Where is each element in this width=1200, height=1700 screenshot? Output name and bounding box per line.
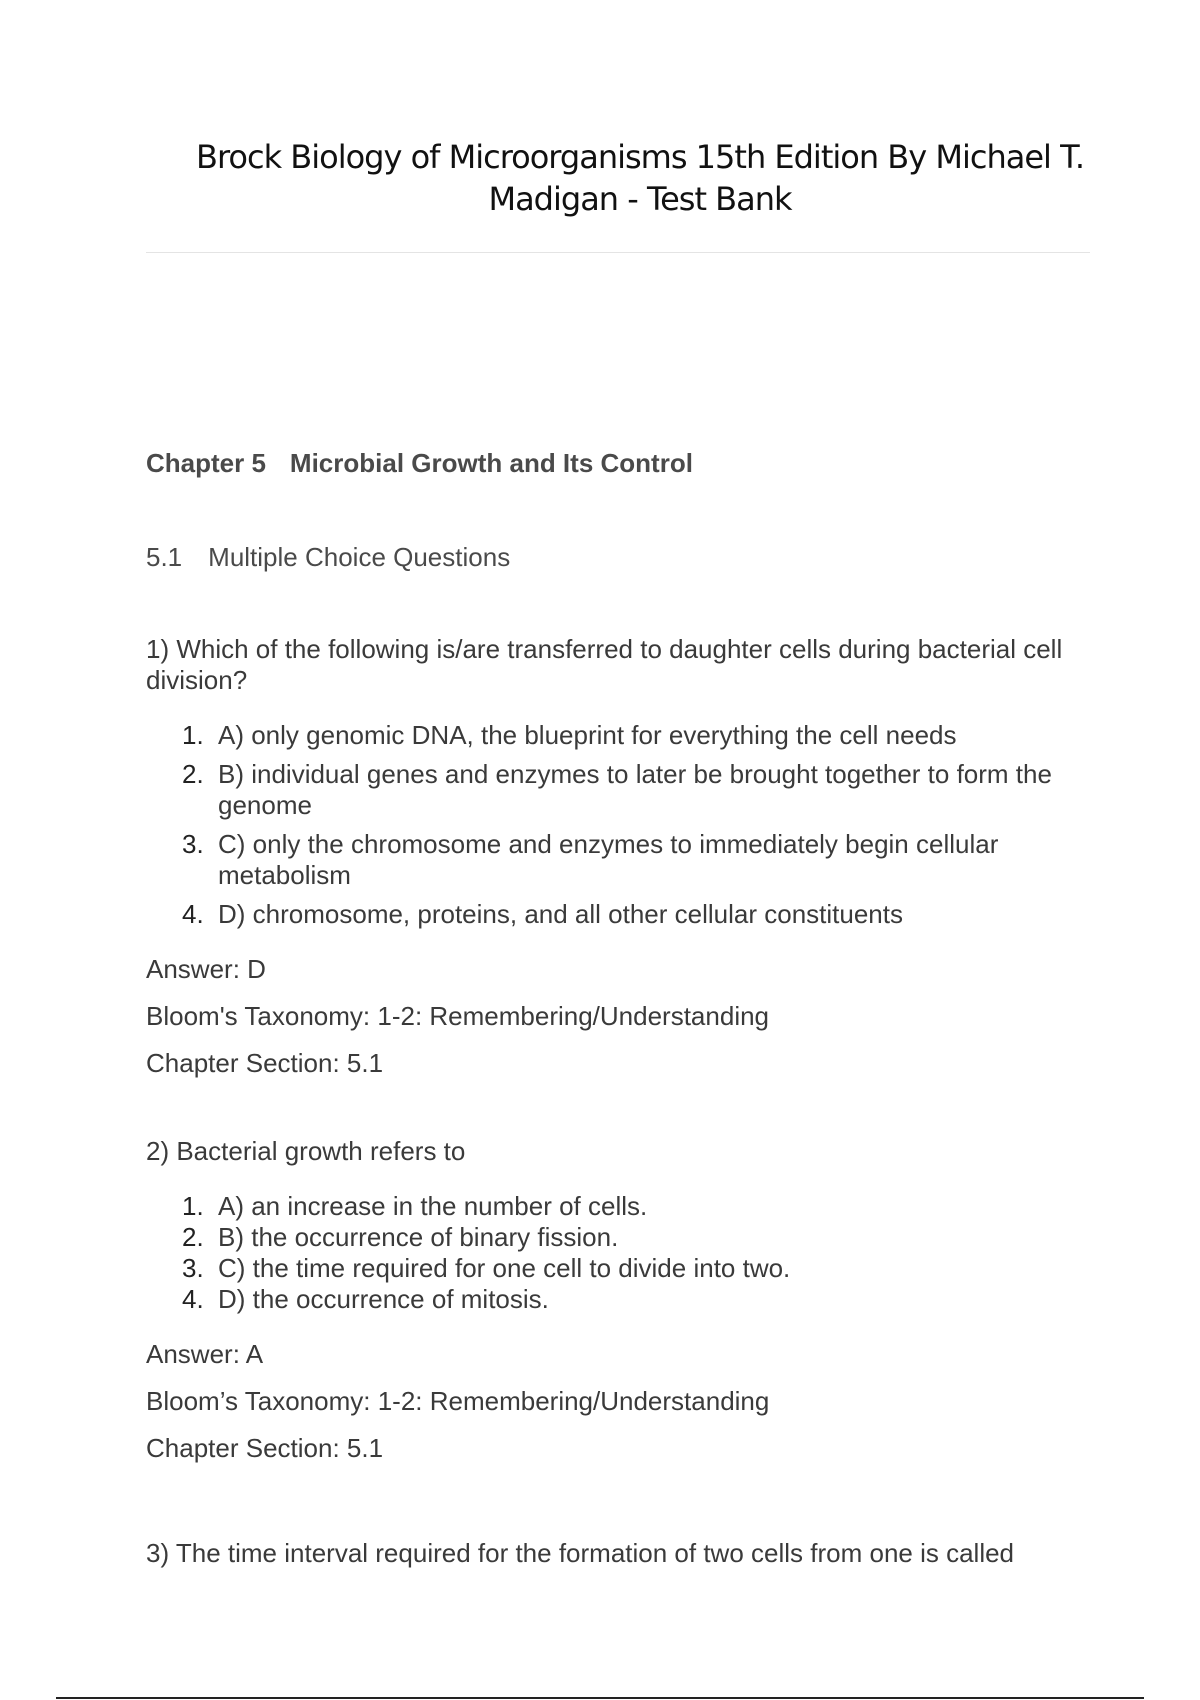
document-title: Brock Biology of Microorganisms 15th Edition By Michael T. Madigan - Test Bank [195, 138, 1084, 218]
question-metadata [146, 1339, 1086, 1463]
question-stem: 2) Bacterial growth refers to [146, 1136, 466, 1166]
answer-options [146, 720, 1086, 930]
question-2 [146, 1136, 1086, 1480]
answer-option [146, 1284, 1086, 1315]
option-number: 2. [182, 1222, 204, 1252]
answer-option [146, 829, 1086, 891]
question-metadata [146, 954, 1086, 1078]
option-text: A) only genomic DNA, the blueprint for everything the cell needs [218, 720, 957, 750]
option-text: C) only the chromosome and enzymes to immediately begin cellular metabolism [218, 829, 999, 890]
option-number: 4. [182, 1284, 204, 1314]
answer-option [146, 899, 1086, 930]
chapter-title: Microbial Growth and Its Control [289, 448, 693, 478]
chapter-heading [146, 448, 693, 479]
option-text: D) the occurrence of mitosis. [218, 1284, 549, 1314]
question-1 [146, 634, 1086, 1095]
answer-options [146, 1191, 1086, 1315]
option-text: C) the time required for one cell to divide into two. [218, 1253, 791, 1283]
section-title: Multiple Choice Questions [208, 542, 511, 572]
answer-option [146, 1222, 1086, 1253]
chapter-section: Chapter Section: 5.1 [146, 1048, 384, 1078]
option-number: 3. [182, 1253, 204, 1283]
answer-key: Answer: D [146, 954, 266, 984]
option-text: B) individual genes and enzymes to later be brought together to form the genome [218, 759, 1052, 820]
question-stem: 3) The time interval required for the formation of two cells from one is called [146, 1538, 1015, 1568]
section-number: 5.1 [146, 542, 183, 572]
option-number: 1. [182, 1191, 204, 1221]
section-heading [146, 542, 510, 573]
answer-option [146, 1253, 1086, 1284]
question-3 [146, 1538, 1086, 1569]
chapter-number: Chapter 5 [146, 448, 266, 478]
answer-option [146, 720, 1086, 751]
answer-option [146, 759, 1086, 821]
answer-option [146, 1191, 1086, 1222]
option-text: A) an increase in the number of cells. [218, 1191, 648, 1221]
page-bottom-rule [56, 1697, 1144, 1699]
blooms-taxonomy: Bloom’s Taxonomy: 1-2: Remembering/Understanding [146, 1386, 770, 1416]
title-divider [146, 252, 1090, 253]
question-stem: 1) Which of the following is/are transferred to daughter cells during bacterial cell division? [146, 634, 1063, 695]
option-number: 4. [182, 899, 204, 929]
option-number: 1. [182, 720, 204, 750]
option-text: B) the occurrence of binary fission. [218, 1222, 619, 1252]
option-number: 3. [182, 829, 204, 859]
blooms-taxonomy: Bloom's Taxonomy: 1-2: Remembering/Understanding [146, 1001, 770, 1031]
option-number: 2. [182, 759, 204, 789]
option-text: D) chromosome, proteins, and all other cellular constituents [218, 899, 903, 929]
chapter-section: Chapter Section: 5.1 [146, 1433, 384, 1463]
answer-key: Answer: A [146, 1339, 264, 1369]
